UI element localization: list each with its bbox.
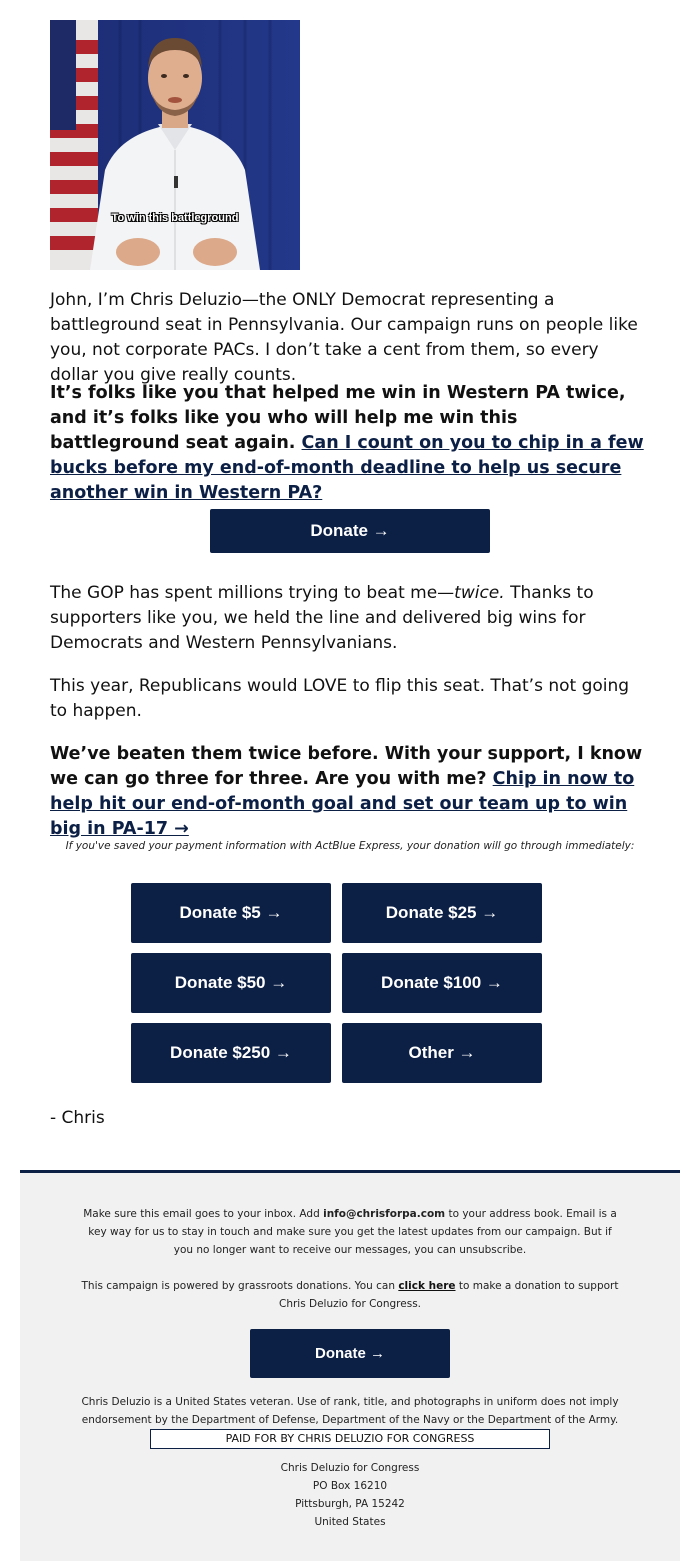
gop-paragraph: [50, 581, 650, 656]
beaten-text: We’ve beaten them twice before. With your support, I know we can go three for three. Are you with me?: [50, 744, 643, 789]
address-line-2: PO Box 16210: [312, 1480, 388, 1492]
donate-5-button[interactable]: Donate $5 →: [131, 883, 331, 943]
donate-250-button[interactable]: Donate $250 →: [131, 1023, 331, 1083]
signoff: - Chris: [50, 1108, 105, 1128]
donate-25-button[interactable]: Donate $25 →: [342, 883, 542, 943]
gop-text-start: The GOP has spent millions trying to beat me—: [50, 583, 455, 603]
grassroots-text-start: This campaign is powered by grassroots donations. You can: [81, 1280, 399, 1292]
inbox-text-start: Make sure this email goes to your inbox. Add: [83, 1208, 324, 1220]
grassroots-text-end: to make a donation to support Chris Deluzio for Congress.: [278, 1280, 619, 1310]
gop-text-end: Thanks to supporters like you, we held the line and delivered big wins for Democrats and Western Pennsylvanians.: [50, 583, 594, 653]
footer-donate-button[interactable]: Donate →: [250, 1329, 450, 1378]
video-caption: To win this battleground: [111, 212, 239, 224]
donate-50-button[interactable]: Donate $50 →: [131, 953, 331, 1013]
hero-image[interactable]: [50, 20, 300, 270]
inbox-notice: [80, 1205, 620, 1259]
paid-for-box: PAID FOR BY CHRIS DELUZIO FOR CONGRESS: [150, 1429, 550, 1449]
bold-paragraph: [50, 381, 650, 506]
footer: [20, 1170, 680, 1561]
contact-email[interactable]: info@chrisforpa.com: [323, 1208, 446, 1220]
chip-in-link[interactable]: Can I count on you to chip in a few bucks before my end-of-month deadline to help us secure another win in Western PA?: [50, 433, 644, 503]
address-line-4: United States: [314, 1516, 386, 1528]
inbox-text-end: to your address book. Email is a key way for us to stay in touch and make sure you get the latest updates from our campaign. But if you no longer want to receive our messages, you can unsubscribe.: [88, 1208, 617, 1256]
actblue-express-note: If you've saved your payment information with ActBlue Express, your donation will go through immediately:: [65, 840, 635, 852]
chip-in-now-link[interactable]: Chip in now to help hit our end-of-month goal and set our team up to win big in PA-17 →: [50, 769, 635, 839]
grassroots-notice: [80, 1277, 620, 1313]
click-here-link[interactable]: click here: [398, 1280, 456, 1292]
donate-100-button[interactable]: Donate $100 →: [342, 953, 542, 1013]
bold-text: It’s folks like you that helped me win in Western PA twice, and it’s folks like you who will help me win this battleground seat again.: [50, 383, 626, 453]
beaten-paragraph: [50, 742, 650, 842]
gop-text-italic: twice.: [454, 583, 505, 603]
donate-button[interactable]: Donate →: [210, 509, 490, 553]
address-line-3: Pittsburgh, PA 15242: [295, 1498, 405, 1510]
flip-paragraph: This year, Republicans would LOVE to flip this seat. That’s not going to happen.: [50, 676, 630, 721]
address-line-1: Chris Deluzio for Congress: [280, 1462, 420, 1474]
candidate-photo: [50, 20, 300, 270]
intro-paragraph: John, I’m Chris Deluzio—the ONLY Democrat representing a battleground seat in Pennsylvania. Our campaign runs on people like you, not corporate PACs. I don’t take a cent from them, so every dollar you give really counts.: [50, 290, 638, 385]
donate-other-button[interactable]: Other →: [342, 1023, 542, 1083]
veteran-disclaimer: Chris Deluzio is a United States veteran. Use of rank, title, and photographs in uniform does not imply endorsement by the Department of Defense, Department of the Navy or the Department of the Army.: [81, 1396, 619, 1426]
